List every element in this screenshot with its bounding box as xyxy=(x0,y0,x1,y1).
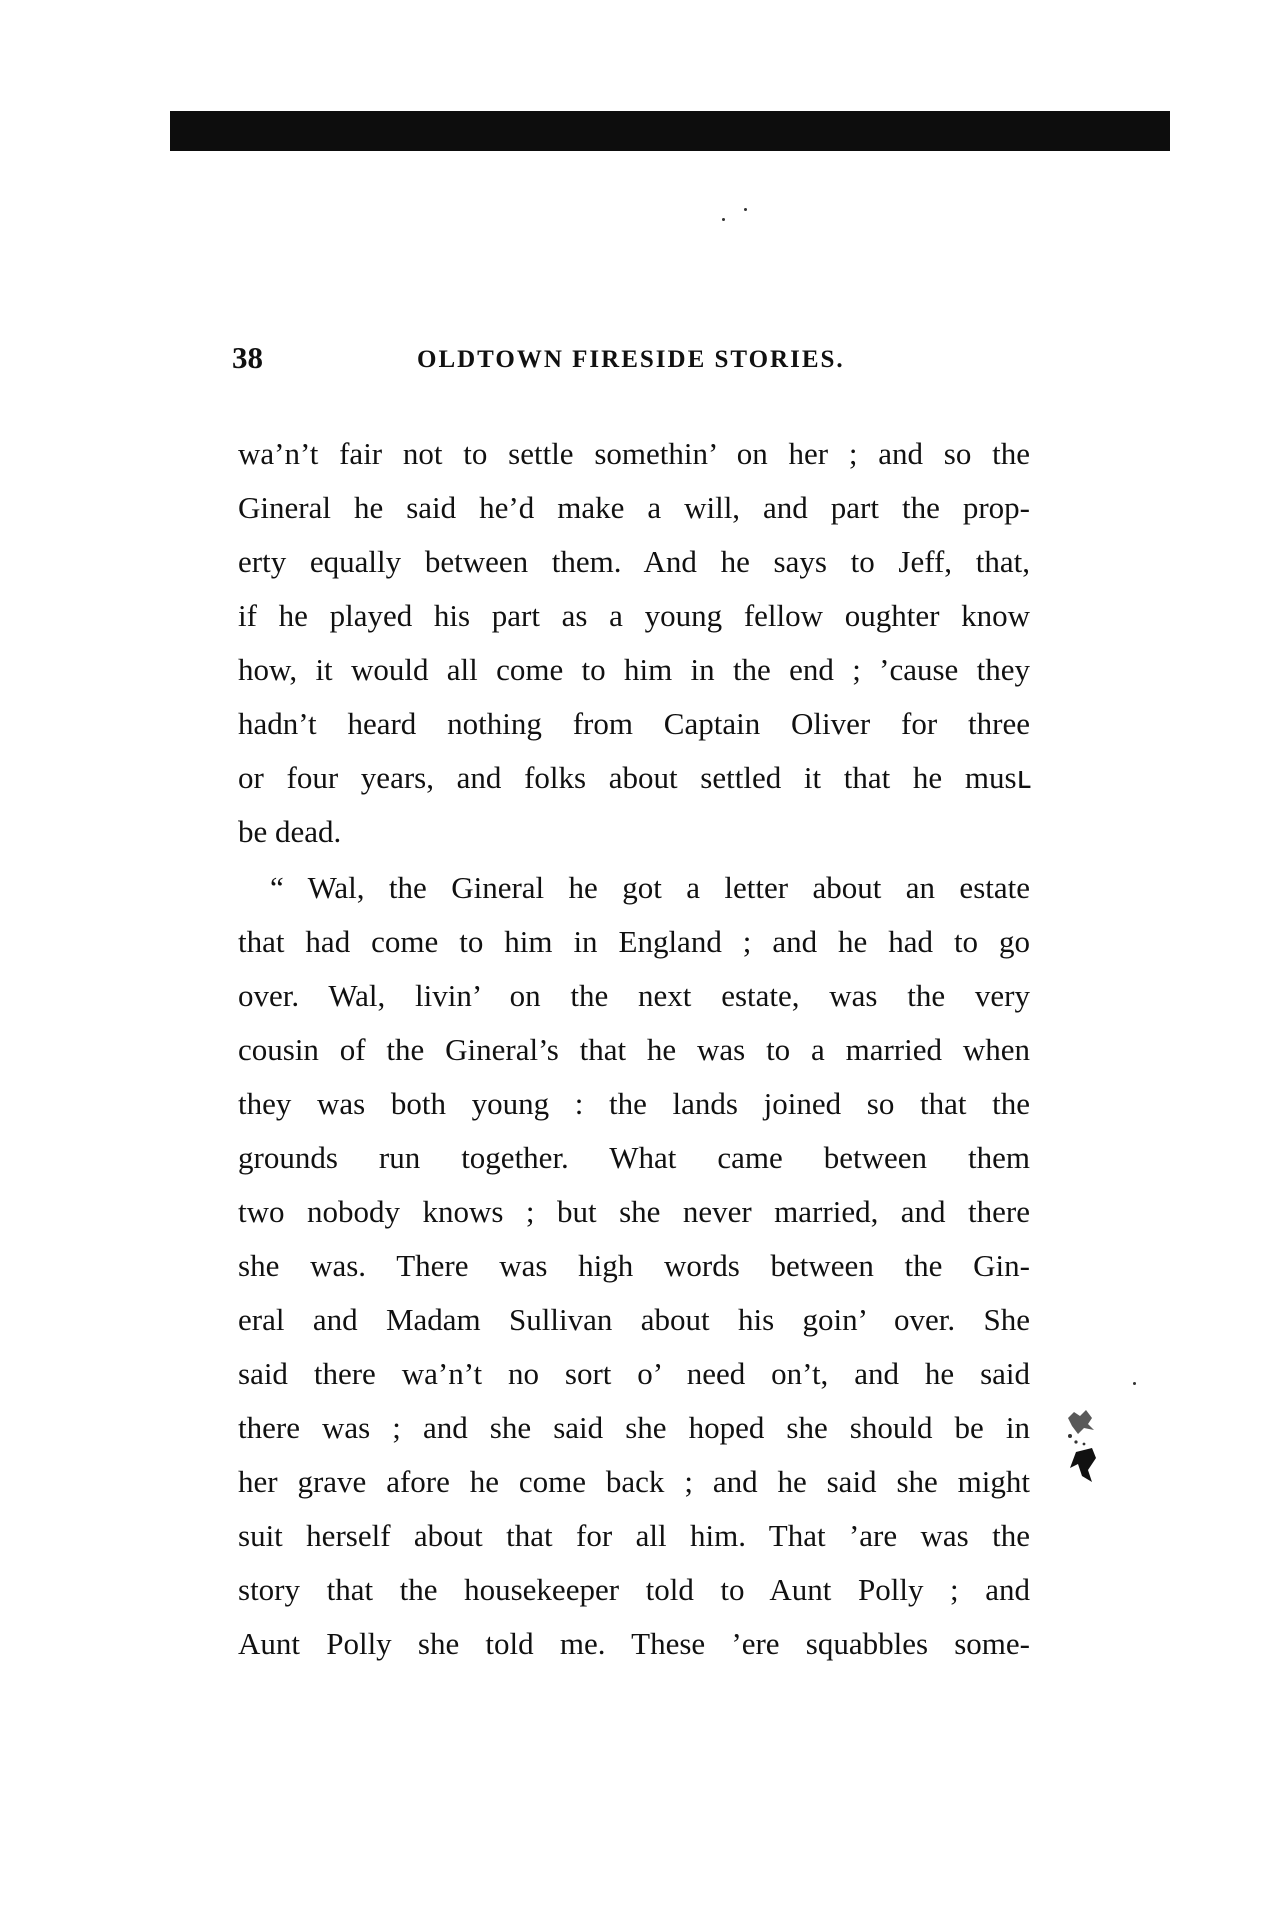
text-line: wa’n’t fair not to settle somethin’ on her ; and so the xyxy=(238,436,1030,471)
paragraph-2 xyxy=(238,861,1030,1671)
text-line: suit herself about that for all him. That ’are was the xyxy=(238,1518,1030,1553)
text-line: eral and Madam Sullivan about his goin’ over. She xyxy=(238,1302,1030,1337)
text-line: or four years, and folks about settled it that he musւ xyxy=(238,760,1030,795)
margin-blot-icon xyxy=(1062,1408,1098,1490)
body-text xyxy=(238,427,1030,1671)
text-line: if he played his part as a young fellow oughter know xyxy=(238,598,1030,633)
text-line: hadn’t heard nothing from Captain Oliver for three xyxy=(238,706,1030,741)
text-line: she was. There was high words between the Gin- xyxy=(238,1248,1030,1283)
text-line: erty equally between them. And he says to Jeff, that, xyxy=(238,544,1030,579)
text-line: Aunt Polly she told me. These ’ere squabbles some- xyxy=(238,1626,1030,1661)
text-line: there was ; and she said she hoped she should be in xyxy=(238,1410,1030,1445)
text-line: grounds run together. What came between them xyxy=(238,1140,1030,1175)
text-line: how, it would all come to him in the end ; ’cause they xyxy=(238,652,1030,687)
text-line: story that the housekeeper told to Aunt Polly ; and xyxy=(238,1572,1030,1607)
text-line: over. Wal, livin’ on the next estate, was the very xyxy=(238,978,1030,1013)
text-line: Gineral he said he’d make a will, and part the prop- xyxy=(238,490,1030,525)
paragraph-1 xyxy=(238,427,1030,859)
text-line: “ Wal, the Gineral he got a letter about an estate xyxy=(270,870,1030,905)
text-line: they was both young : the lands joined so that the xyxy=(238,1086,1030,1121)
running-title: OLDTOWN FIRESIDE STORIES. xyxy=(417,346,845,373)
text-line: that had come to him in England ; and he had to go xyxy=(238,924,1030,959)
page-number: 38 xyxy=(232,340,263,375)
text-line: said there wa’n’t no sort o’ need on’t, and he said xyxy=(238,1356,1030,1391)
text-line: cousin of the Gineral’s that he was to a married when xyxy=(238,1032,1030,1067)
text-line: two nobody knows ; but she never married, and there xyxy=(238,1194,1030,1229)
text-line: be dead. xyxy=(238,814,342,849)
text-line: her grave afore he come back ; and he said she might xyxy=(238,1464,1030,1499)
running-head xyxy=(232,340,1092,380)
scan-top-bar xyxy=(170,111,1170,151)
